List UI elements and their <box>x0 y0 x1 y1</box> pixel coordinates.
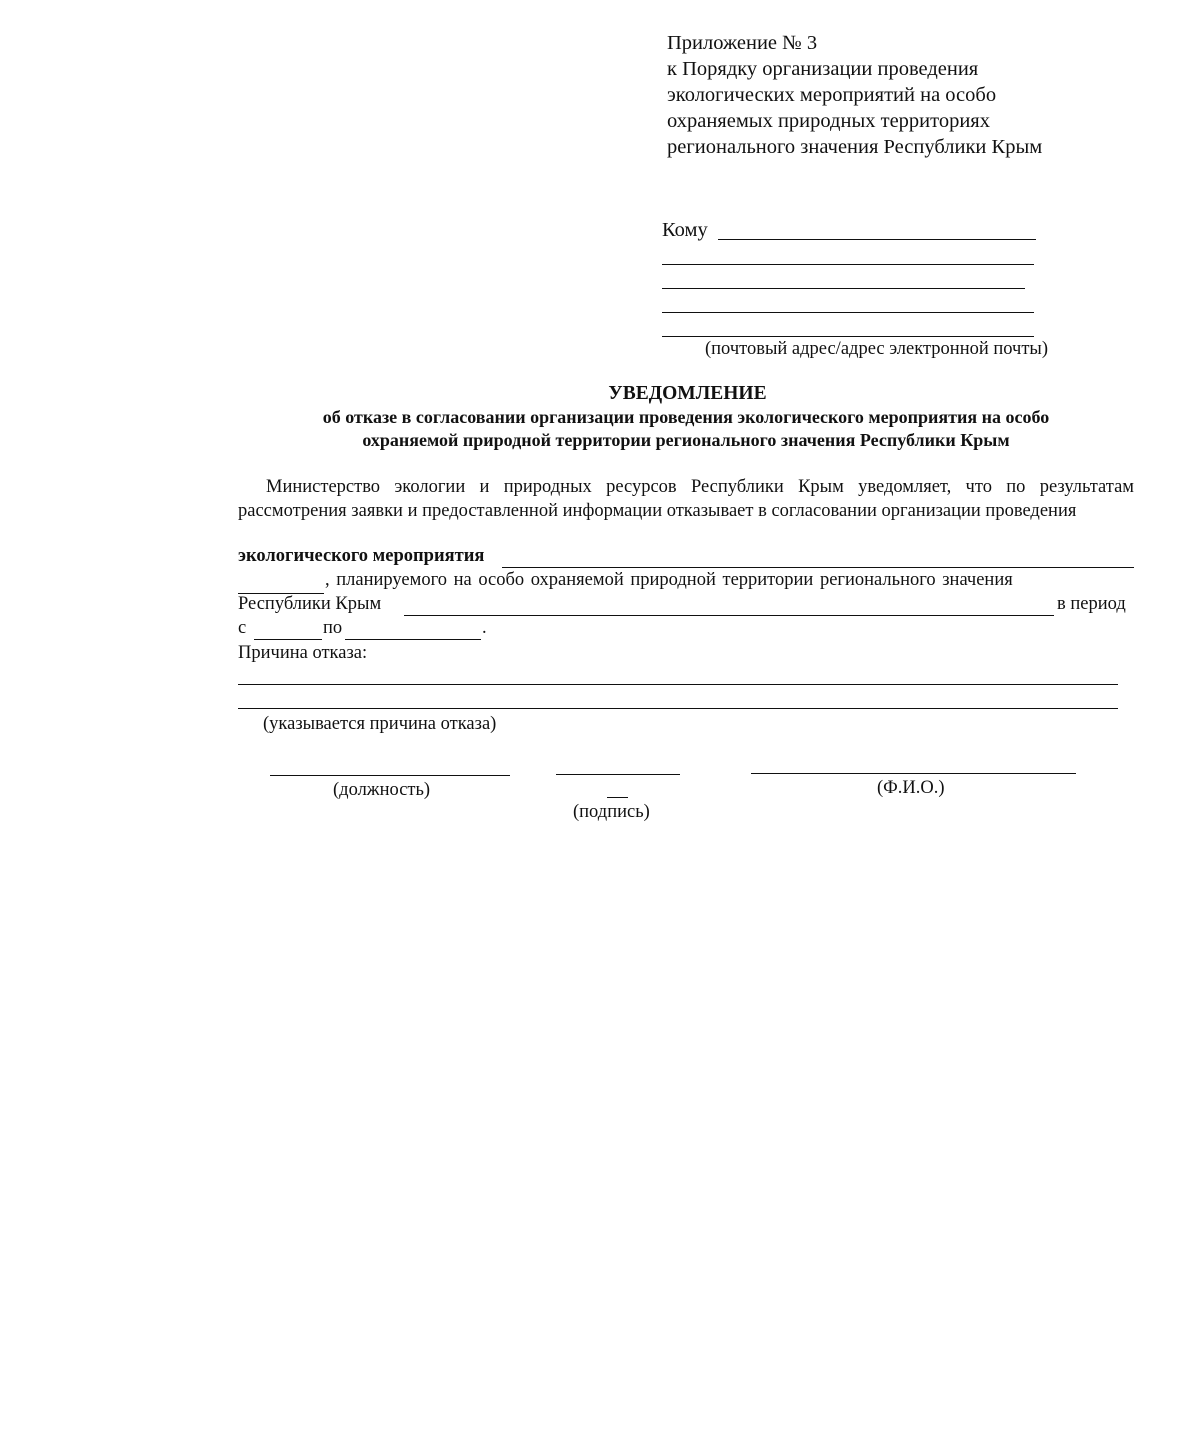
event-label: экологического мероприятия <box>238 546 485 566</box>
reason-hint: (указывается причина отказа) <box>263 714 497 734</box>
appendix-line-2: экологических мероприятий на особо <box>667 84 997 106</box>
recipient-field-5[interactable] <box>662 336 1034 337</box>
address-hint: (почтовый адрес/адрес электронной почты) <box>705 339 1049 359</box>
date-to-field[interactable] <box>345 639 481 640</box>
appendix-title: Приложение № 3 <box>667 32 818 54</box>
appendix-line-1: к Порядку организации проведения <box>667 58 979 80</box>
appendix-header <box>667 30 1042 160</box>
signature-field[interactable] <box>556 774 680 775</box>
reason-field-1[interactable] <box>238 684 1118 685</box>
position-label: (должность) <box>333 780 431 800</box>
name-field[interactable] <box>751 773 1076 774</box>
signature-tick <box>607 797 628 798</box>
notice-subtitle-line-1: об отказе в согласовании организации проведения экологического мероприятия на особо <box>322 407 1050 427</box>
position-field[interactable] <box>270 775 510 776</box>
to-label: по <box>323 618 343 638</box>
recipient-field-4[interactable] <box>662 312 1034 313</box>
territory-field[interactable] <box>404 615 1054 616</box>
notice-title: УВЕДОМЛЕНИЕ <box>608 383 767 404</box>
recipient-label: Кому <box>662 219 708 241</box>
reason-field-2[interactable] <box>238 708 1118 709</box>
appendix-line-3: охраняемых природных территориях <box>667 110 990 132</box>
planned-text: , планируемого на особо охраняемой природной территории регионального значения <box>325 570 1013 590</box>
from-label: с <box>238 618 247 638</box>
reason-label: Причина отказа: <box>238 643 368 663</box>
name-label: (Ф.И.О.) <box>877 778 945 798</box>
recipient-field-3[interactable] <box>662 288 1025 289</box>
date-dot: . <box>482 618 487 638</box>
signature-label: (подпись) <box>573 802 650 822</box>
republic-label: Республики Крым <box>238 594 382 614</box>
notice-subtitle-line-2: охраняемой природной территории регионального значения Республики Крым <box>362 430 1010 450</box>
notice-subtitle <box>262 406 1110 452</box>
appendix-line-4: регионального значения Республики Крым <box>667 136 1043 158</box>
notice-paragraph-text: Министерство экологии и природных ресурсов Республики Крым уведомляет, что по результатам рассмотрения заявки и предоставленной информации отказывает в согласовании организации проведения <box>238 477 1134 521</box>
notice-paragraph <box>238 475 1134 523</box>
recipient-field-1[interactable] <box>718 239 1036 240</box>
event-name-field[interactable] <box>502 567 1134 568</box>
recipient-field-2[interactable] <box>662 264 1034 265</box>
period-label: в период <box>1057 594 1126 614</box>
date-from-field[interactable] <box>254 639 322 640</box>
